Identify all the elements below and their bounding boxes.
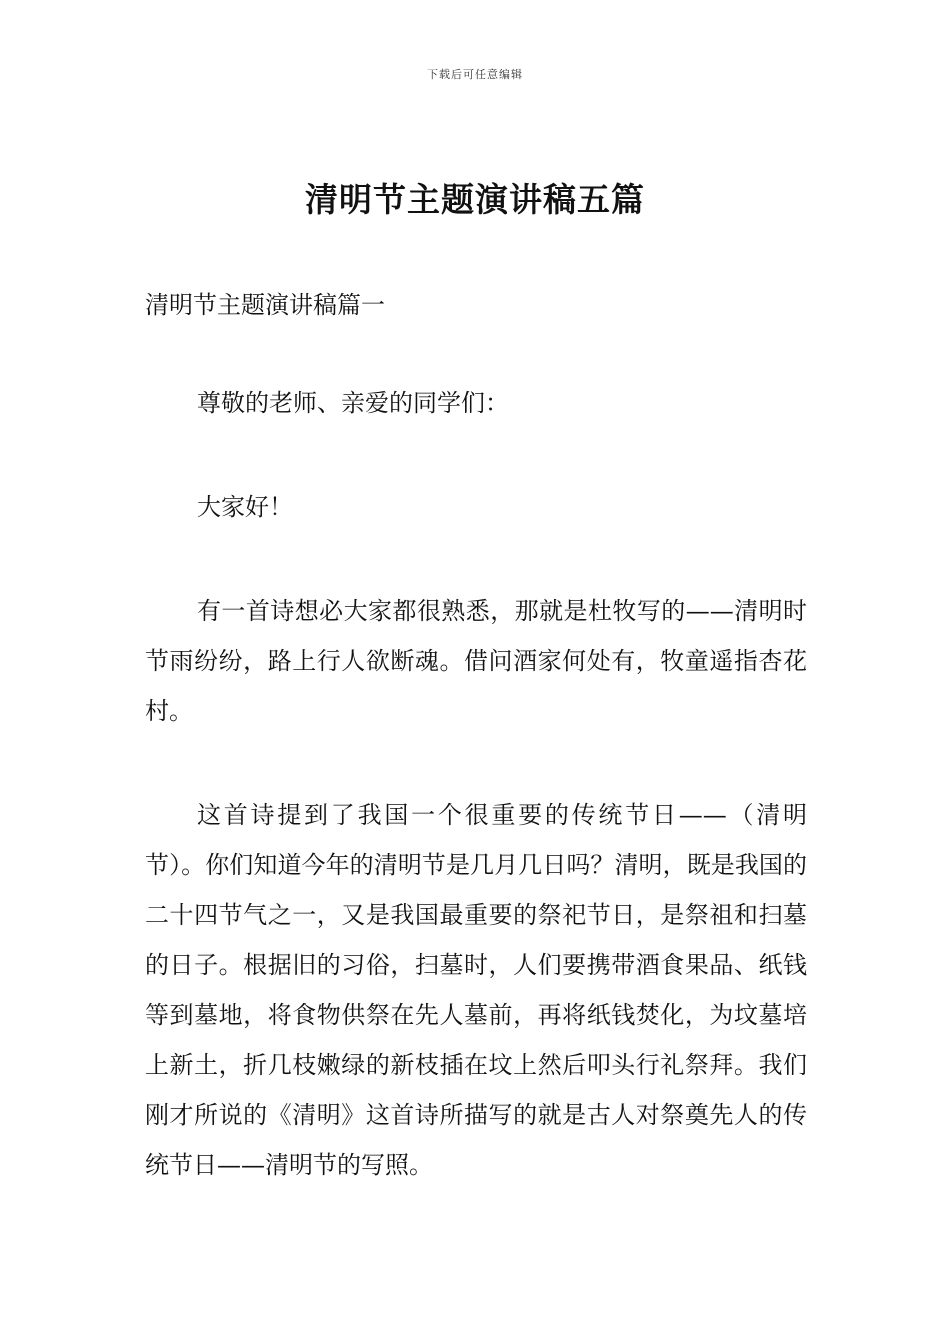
- document-title: 清明节主题演讲稿五篇: [305, 180, 645, 219]
- header-note: 下载后可任意编辑: [427, 68, 523, 81]
- poem-paragraph: 有一首诗想必大家都很熟悉，那就是杜牧写的——清明时节雨纷纷，路上行人欲断魂。借问酒家何处有，牧童遥指杏花村。: [145, 597, 807, 725]
- salutation-paragraph: 尊敬的老师、亲爱的同学们：: [197, 389, 509, 417]
- document-body: [145, 280, 807, 1244]
- qingming-paragraph: 这首诗提到了我国一个很重要的传统节日——（清明节）。你们知道今年的清明节是几月几日吗？清明，既是我国的二十四节气之一，又是我国最重要的祭祀节日，是祭祖和扫墓的日子。根据旧的习俗，扫墓时，人们要携带酒食果品、纸钱等到墓地，将食物供祭在先人墓前，再将纸钱焚化，为坟墓培上新土，折几枝嫩绿的新枝插在坟上然后叩头行礼祭拜。我们刚才所说的《清明》这首诗所描写的就是古人对祭奠先人的传统节日——清明节的写照。: [145, 801, 807, 1179]
- section-heading: 清明节主题演讲稿篇一: [145, 291, 385, 319]
- greeting-paragraph: 大家好！: [197, 493, 293, 521]
